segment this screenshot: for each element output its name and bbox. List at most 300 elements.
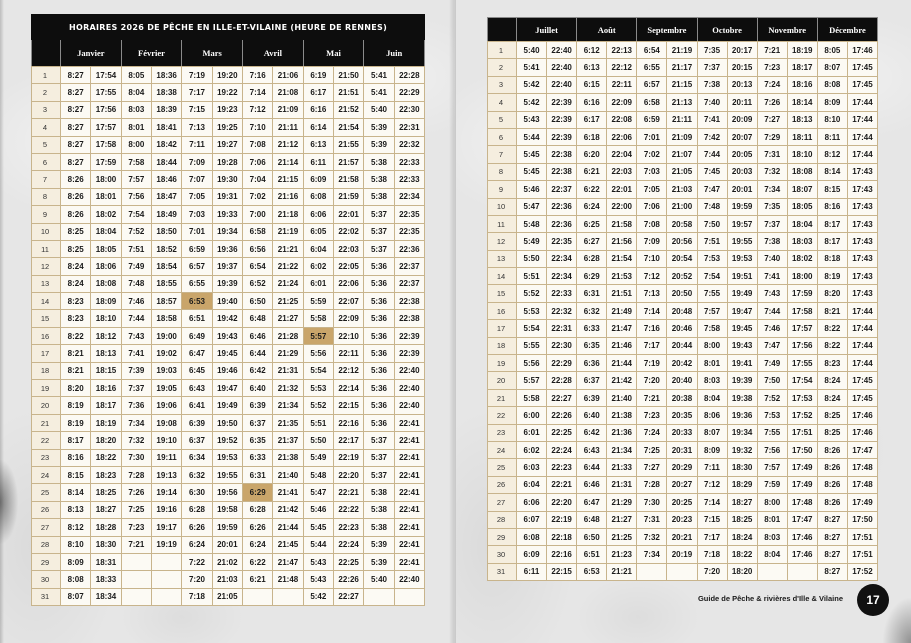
end-time-cell: 17:43	[848, 164, 878, 181]
end-time-cell: 22:04	[607, 146, 637, 163]
end-time-cell: 22:33	[395, 171, 425, 188]
end-time-cell: 22:25	[547, 425, 577, 442]
day-number: 20	[32, 397, 61, 414]
day-number: 22	[488, 407, 517, 424]
empty-cell	[788, 564, 818, 581]
day-number: 13	[488, 251, 517, 268]
end-time-cell: 21:36	[607, 425, 637, 442]
end-time-cell: 22:15	[547, 564, 577, 581]
end-time-cell: 17:49	[848, 494, 878, 511]
start-time-cell: 8:09	[818, 94, 848, 111]
start-time-cell: 8:27	[61, 154, 91, 171]
start-time-cell: 6:58	[637, 94, 667, 111]
start-time-cell: 7:53	[698, 251, 728, 268]
start-time-cell: 7:56	[758, 442, 788, 459]
end-time-cell: 17:46	[788, 529, 818, 546]
start-time-cell: 7:28	[122, 467, 152, 484]
end-time-cell: 18:00	[788, 268, 818, 285]
start-time-cell: 8:22	[818, 338, 848, 355]
empty-cell	[122, 554, 152, 571]
end-time-cell: 19:16	[152, 502, 182, 519]
end-time-cell: 22:35	[547, 233, 577, 250]
end-time-cell: 21:51	[334, 84, 364, 101]
end-time-cell: 21:25	[273, 293, 303, 310]
start-time-cell: 7:49	[758, 355, 788, 372]
end-time-cell: 18:34	[91, 589, 121, 606]
end-time-cell: 22:03	[607, 164, 637, 181]
end-time-cell: 22:30	[395, 102, 425, 119]
end-time-cell: 21:27	[273, 310, 303, 327]
day-number: 8	[32, 189, 61, 206]
day-number: 4	[32, 119, 61, 136]
start-time-cell: 8:08	[818, 77, 848, 94]
end-time-cell: 21:41	[273, 484, 303, 501]
start-time-cell: 6:22	[243, 554, 273, 571]
end-time-cell: 17:46	[848, 42, 878, 59]
month-header-octobre: Octobre	[698, 18, 758, 41]
start-time-cell: 7:59	[758, 477, 788, 494]
end-time-cell: 18:08	[91, 276, 121, 293]
end-time-cell: 22:15	[334, 397, 364, 414]
end-time-cell: 18:06	[91, 258, 121, 275]
end-time-cell: 22:41	[395, 484, 425, 501]
start-time-cell: 6:39	[577, 390, 607, 407]
end-time-cell: 22:29	[395, 84, 425, 101]
start-time-cell: 7:48	[698, 199, 728, 216]
start-time-cell: 5:40	[364, 571, 394, 588]
end-time-cell: 18:50	[152, 224, 182, 241]
start-time-cell: 8:26	[818, 494, 848, 511]
start-time-cell: 8:04	[122, 84, 152, 101]
start-time-cell: 7:26	[122, 484, 152, 501]
start-time-cell: 5:42	[517, 94, 547, 111]
end-time-cell: 22:00	[607, 199, 637, 216]
start-time-cell: 8:22	[61, 328, 91, 345]
end-time-cell: 21:29	[273, 345, 303, 362]
end-time-cell: 17:43	[848, 285, 878, 302]
end-time-cell: 17:45	[848, 372, 878, 389]
end-time-cell: 22:39	[395, 328, 425, 345]
end-time-cell: 20:23	[667, 512, 697, 529]
start-time-cell: 7:11	[698, 459, 728, 476]
end-time-cell: 22:40	[547, 59, 577, 76]
start-time-cell: 6:05	[304, 224, 334, 241]
start-time-cell: 8:09	[61, 554, 91, 571]
end-time-cell: 21:21	[273, 241, 303, 258]
start-time-cell: 5:46	[304, 502, 334, 519]
day-number: 2	[32, 84, 61, 101]
start-time-cell: 6:14	[304, 119, 334, 136]
start-time-cell: 5:56	[304, 345, 334, 362]
day-number: 11	[488, 216, 517, 233]
end-time-cell: 21:56	[607, 233, 637, 250]
start-time-cell: 5:38	[364, 502, 394, 519]
end-time-cell: 21:31	[273, 363, 303, 380]
start-time-cell: 7:48	[122, 276, 152, 293]
start-time-cell: 8:17	[61, 432, 91, 449]
end-time-cell: 17:46	[788, 546, 818, 563]
end-time-cell: 19:39	[728, 372, 758, 389]
start-time-cell: 8:25	[61, 241, 91, 258]
end-time-cell: 22:31	[547, 320, 577, 337]
start-time-cell: 8:26	[61, 189, 91, 206]
start-time-cell: 7:32	[758, 164, 788, 181]
end-time-cell: 20:13	[728, 77, 758, 94]
start-time-cell: 8:03	[698, 372, 728, 389]
start-time-cell: 6:43	[577, 442, 607, 459]
start-time-cell: 7:39	[122, 363, 152, 380]
end-time-cell: 22:37	[395, 258, 425, 275]
end-time-cell: 21:11	[667, 112, 697, 129]
day-number: 26	[32, 502, 61, 519]
start-time-cell: 7:28	[637, 477, 667, 494]
start-time-cell: 8:26	[818, 442, 848, 459]
day-number: 15	[488, 285, 517, 302]
start-time-cell: 8:27	[61, 84, 91, 101]
start-time-cell: 7:16	[637, 320, 667, 337]
end-time-cell: 17:47	[848, 442, 878, 459]
start-time-cell: 5:39	[364, 137, 394, 154]
day-number: 21	[32, 415, 61, 432]
start-time-cell: 5:48	[517, 216, 547, 233]
end-time-cell: 22:41	[395, 519, 425, 536]
end-time-cell: 19:06	[152, 397, 182, 414]
end-time-cell: 20:19	[667, 546, 697, 563]
start-time-cell: 8:00	[758, 494, 788, 511]
end-time-cell: 20:50	[667, 285, 697, 302]
start-time-cell: 5:57	[304, 328, 334, 345]
start-time-cell: 8:15	[818, 181, 848, 198]
start-time-cell: 8:10	[61, 537, 91, 554]
start-time-cell: 8:00	[122, 137, 152, 154]
start-time-cell: 6:12	[577, 42, 607, 59]
start-time-cell: 8:03	[122, 102, 152, 119]
end-time-cell: 21:14	[273, 154, 303, 171]
start-time-cell: 5:43	[304, 571, 334, 588]
start-time-cell: 7:32	[637, 529, 667, 546]
footer-guide-title: Guide de Pêche & rivières d'Ille & Vilaine	[697, 594, 843, 603]
start-time-cell: 8:27	[61, 137, 91, 154]
end-time-cell: 19:50	[213, 415, 243, 432]
end-time-cell: 17:44	[848, 94, 878, 111]
end-time-cell: 22:33	[395, 154, 425, 171]
end-time-cell: 18:13	[91, 345, 121, 362]
start-time-cell: 7:52	[122, 224, 152, 241]
day-number: 6	[488, 129, 517, 146]
end-time-cell: 22:20	[547, 494, 577, 511]
start-time-cell: 6:37	[577, 372, 607, 389]
start-time-cell: 7:13	[637, 285, 667, 302]
day-number: 25	[32, 484, 61, 501]
start-time-cell: 6:02	[517, 442, 547, 459]
end-time-cell: 20:05	[728, 146, 758, 163]
start-time-cell: 6:16	[304, 102, 334, 119]
end-time-cell: 22:20	[334, 467, 364, 484]
start-time-cell: 7:37	[698, 59, 728, 76]
start-time-cell: 8:00	[698, 338, 728, 355]
start-time-cell: 6:56	[243, 241, 273, 258]
start-time-cell: 6:08	[304, 189, 334, 206]
start-time-cell: 6:42	[577, 425, 607, 442]
end-time-cell: 22:36	[395, 241, 425, 258]
end-time-cell: 17:50	[788, 442, 818, 459]
end-time-cell: 21:15	[273, 171, 303, 188]
end-time-cell: 21:42	[607, 372, 637, 389]
start-time-cell: 7:43	[758, 285, 788, 302]
start-time-cell: 7:23	[758, 59, 788, 76]
start-time-cell: 8:03	[758, 529, 788, 546]
start-time-cell: 8:09	[698, 442, 728, 459]
day-number: 31	[488, 564, 517, 581]
end-time-cell: 17:46	[848, 407, 878, 424]
end-time-cell: 19:30	[213, 171, 243, 188]
end-time-cell: 21:52	[334, 102, 364, 119]
end-time-cell: 18:22	[728, 546, 758, 563]
end-time-cell: 17:58	[788, 303, 818, 320]
end-time-cell: 22:03	[334, 241, 364, 258]
day-number: 22	[32, 432, 61, 449]
start-time-cell: 7:54	[122, 206, 152, 223]
start-time-cell: 6:06	[304, 206, 334, 223]
end-time-cell: 21:32	[273, 380, 303, 397]
start-time-cell: 5:44	[517, 129, 547, 146]
end-time-cell: 17:56	[788, 338, 818, 355]
start-time-cell: 6:59	[182, 241, 212, 258]
empty-cell	[122, 589, 152, 606]
start-time-cell: 6:42	[243, 363, 273, 380]
start-time-cell: 6:45	[182, 363, 212, 380]
end-time-cell: 18:30	[91, 537, 121, 554]
end-time-cell: 22:37	[547, 181, 577, 198]
start-time-cell: 7:34	[637, 546, 667, 563]
end-time-cell: 17:55	[788, 355, 818, 372]
start-time-cell: 7:13	[182, 119, 212, 136]
start-time-cell: 5:45	[517, 146, 547, 163]
end-time-cell: 17:48	[848, 477, 878, 494]
end-time-cell: 21:12	[273, 137, 303, 154]
page-number: 17	[866, 593, 880, 607]
end-time-cell: 18:58	[152, 310, 182, 327]
start-time-cell: 8:23	[61, 310, 91, 327]
start-time-cell: 6:37	[243, 415, 273, 432]
start-time-cell: 6:44	[577, 459, 607, 476]
start-time-cell: 6:53	[577, 564, 607, 581]
end-time-cell: 21:57	[334, 154, 364, 171]
day-number: 16	[32, 328, 61, 345]
start-time-cell: 5:43	[304, 554, 334, 571]
end-time-cell: 21:24	[273, 276, 303, 293]
start-time-cell: 8:19	[61, 415, 91, 432]
start-time-cell: 8:26	[61, 206, 91, 223]
start-time-cell: 6:40	[243, 380, 273, 397]
start-time-cell: 5:42	[517, 77, 547, 94]
end-time-cell: 19:43	[213, 328, 243, 345]
end-time-cell: 19:45	[728, 320, 758, 337]
day-number: 27	[488, 494, 517, 511]
start-time-cell: 5:36	[364, 380, 394, 397]
start-time-cell: 8:20	[818, 285, 848, 302]
start-time-cell: 8:27	[818, 529, 848, 546]
end-time-cell: 19:56	[213, 484, 243, 501]
start-time-cell: 6:51	[577, 546, 607, 563]
start-time-cell: 7:17	[182, 84, 212, 101]
end-time-cell: 18:02	[91, 206, 121, 223]
start-time-cell: 6:24	[182, 537, 212, 554]
end-time-cell: 19:59	[728, 199, 758, 216]
end-time-cell: 18:17	[91, 397, 121, 414]
day-number: 6	[32, 154, 61, 171]
start-time-cell: 7:44	[698, 146, 728, 163]
start-time-cell: 6:18	[577, 129, 607, 146]
end-time-cell: 19:10	[152, 432, 182, 449]
start-time-cell: 7:31	[758, 146, 788, 163]
end-time-cell: 20:54	[667, 251, 697, 268]
start-time-cell: 6:54	[637, 42, 667, 59]
end-time-cell: 19:32	[728, 442, 758, 459]
end-time-cell: 19:14	[152, 484, 182, 501]
end-time-cell: 17:43	[848, 199, 878, 216]
end-time-cell: 17:44	[848, 129, 878, 146]
end-time-cell: 19:00	[152, 328, 182, 345]
start-time-cell: 6:39	[182, 415, 212, 432]
end-time-cell: 22:26	[547, 407, 577, 424]
end-time-cell: 21:44	[273, 519, 303, 536]
start-time-cell: 8:16	[818, 199, 848, 216]
end-time-cell: 22:40	[395, 571, 425, 588]
start-time-cell: 5:46	[517, 181, 547, 198]
end-time-cell: 21:09	[273, 102, 303, 119]
start-time-cell: 5:40	[364, 102, 394, 119]
end-time-cell: 18:15	[91, 363, 121, 380]
start-time-cell: 8:24	[818, 390, 848, 407]
end-time-cell: 22:14	[334, 380, 364, 397]
end-time-cell: 22:40	[547, 42, 577, 59]
start-time-cell: 7:50	[698, 216, 728, 233]
day-number: 5	[488, 112, 517, 129]
start-time-cell: 6:57	[637, 77, 667, 94]
start-time-cell: 5:36	[364, 258, 394, 275]
end-time-cell: 19:05	[152, 380, 182, 397]
start-time-cell: 8:27	[61, 67, 91, 84]
start-time-cell: 7:14	[243, 84, 273, 101]
empty-cell	[667, 564, 697, 581]
start-time-cell: 6:55	[182, 276, 212, 293]
paper-stain	[0, 460, 18, 544]
start-time-cell: 6:06	[517, 494, 547, 511]
schedule-table-january-june	[31, 66, 425, 606]
start-time-cell: 7:32	[122, 432, 152, 449]
start-time-cell: 8:21	[61, 345, 91, 362]
end-time-cell: 21:47	[607, 320, 637, 337]
start-time-cell: 5:38	[364, 519, 394, 536]
start-time-cell: 5:37	[364, 450, 394, 467]
end-time-cell: 22:23	[547, 459, 577, 476]
end-time-cell: 17:51	[848, 529, 878, 546]
start-time-cell: 8:26	[818, 459, 848, 476]
start-time-cell: 6:43	[182, 380, 212, 397]
start-time-cell: 8:22	[818, 320, 848, 337]
start-time-cell: 6:03	[517, 459, 547, 476]
end-time-cell: 19:45	[213, 345, 243, 362]
start-time-cell: 7:07	[182, 171, 212, 188]
start-time-cell: 5:50	[304, 432, 334, 449]
start-time-cell: 8:04	[758, 546, 788, 563]
start-time-cell: 8:16	[61, 450, 91, 467]
start-time-cell: 5:47	[304, 484, 334, 501]
start-time-cell: 7:20	[182, 571, 212, 588]
end-time-cell: 21:47	[273, 554, 303, 571]
start-time-cell: 8:01	[698, 355, 728, 372]
month-header-janvier: Janvier	[61, 40, 122, 66]
start-time-cell: 5:51	[304, 415, 334, 432]
end-time-cell: 21:03	[667, 181, 697, 198]
end-time-cell: 22:32	[395, 137, 425, 154]
start-time-cell: 6:50	[577, 529, 607, 546]
end-time-cell: 20:33	[667, 425, 697, 442]
end-time-cell: 21:55	[334, 137, 364, 154]
start-time-cell: 8:14	[818, 164, 848, 181]
end-time-cell: 18:05	[91, 241, 121, 258]
end-time-cell: 21:15	[667, 77, 697, 94]
day-number: 23	[488, 425, 517, 442]
end-time-cell: 17:43	[848, 233, 878, 250]
end-time-cell: 19:52	[213, 432, 243, 449]
end-time-cell: 17:55	[91, 84, 121, 101]
start-time-cell: 7:37	[122, 380, 152, 397]
start-time-cell: 5:38	[364, 154, 394, 171]
end-time-cell: 17:44	[848, 338, 878, 355]
start-time-cell: 7:06	[243, 154, 273, 171]
end-time-cell: 22:16	[334, 415, 364, 432]
start-time-cell: 6:26	[243, 519, 273, 536]
end-time-cell: 21:19	[273, 224, 303, 241]
end-time-cell: 22:29	[547, 355, 577, 372]
start-time-cell: 6:39	[243, 397, 273, 414]
end-time-cell: 17:44	[848, 303, 878, 320]
end-time-cell: 21:51	[607, 285, 637, 302]
start-time-cell: 7:05	[637, 181, 667, 198]
page-number-badge	[857, 584, 889, 616]
end-time-cell: 18:29	[728, 477, 758, 494]
day-number: 14	[32, 293, 61, 310]
end-time-cell: 22:36	[547, 199, 577, 216]
start-time-cell: 7:19	[637, 355, 667, 372]
end-time-cell: 21:40	[607, 390, 637, 407]
end-time-cell: 21:38	[273, 450, 303, 467]
start-time-cell: 5:52	[304, 397, 334, 414]
end-time-cell: 18:23	[91, 467, 121, 484]
end-time-cell: 22:27	[547, 390, 577, 407]
end-time-cell: 17:44	[848, 112, 878, 129]
day-number: 31	[32, 589, 61, 606]
start-time-cell: 7:27	[758, 112, 788, 129]
schedule-table-july-december	[487, 41, 878, 581]
start-time-cell: 8:07	[61, 589, 91, 606]
end-time-cell: 19:55	[213, 467, 243, 484]
end-time-cell: 21:42	[273, 502, 303, 519]
day-number: 23	[32, 450, 61, 467]
end-time-cell: 18:19	[788, 42, 818, 59]
end-time-cell: 22:40	[395, 363, 425, 380]
end-time-cell: 22:39	[547, 112, 577, 129]
end-time-cell: 19:47	[213, 380, 243, 397]
start-time-cell: 6:01	[517, 425, 547, 442]
start-time-cell: 8:17	[818, 216, 848, 233]
start-time-cell: 6:25	[577, 216, 607, 233]
end-time-cell: 17:52	[848, 564, 878, 581]
start-time-cell: 5:44	[304, 537, 334, 554]
start-time-cell: 5:36	[364, 345, 394, 362]
